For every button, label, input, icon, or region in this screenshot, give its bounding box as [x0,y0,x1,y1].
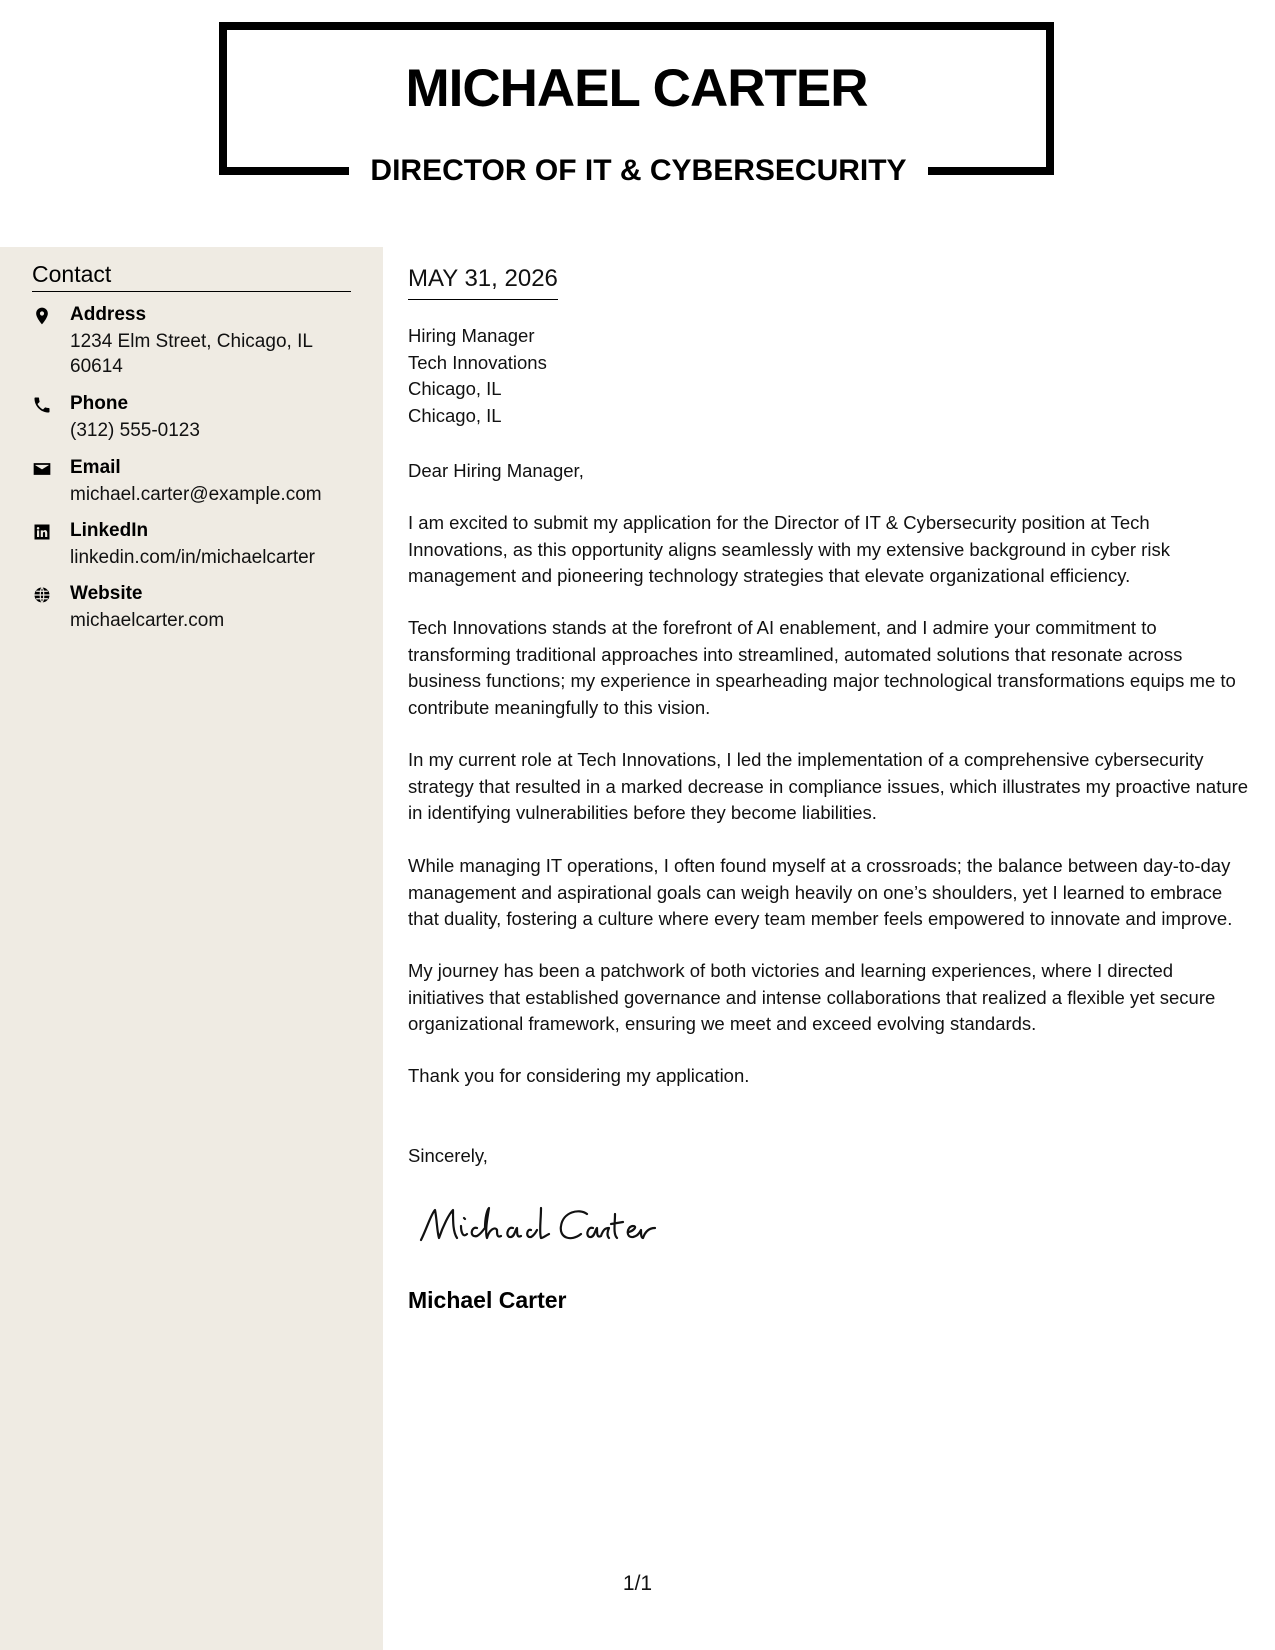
header-frame-bottom-left [219,167,349,175]
contact-value[interactable]: linkedin.com/in/michaelcarter [70,547,315,568]
job-title: DIRECTOR OF IT & CYBERSECURITY [370,154,907,187]
body-paragraph: I am excited to submit my application for the Director of IT & Cybersecurity position at Tech Innovations, as this opportunity aligns seamlessly with my extensive background in cyber risk management and pioneering technology strategies that elevate organizational efficiency. [408,512,1170,586]
contact-value[interactable]: (312) 555-0123 [70,420,200,441]
page-number: 1/1 [622,1572,653,1595]
contact-value[interactable]: michael.carter@example.com [70,484,322,505]
letter-date: MAY 31, 2026 [408,265,558,300]
contact-heading: Contact [32,261,351,292]
handwritten-signature [415,1200,665,1250]
contact-value[interactable]: michaelcarter.com [70,610,225,631]
body-paragraph: Thank you for considering my application. [408,1065,750,1086]
recipient-line: Hiring Manager [408,325,535,346]
contact-label: LinkedIn [70,520,149,541]
phone-icon [32,395,56,419]
envelope-icon [32,459,56,483]
body-paragraph: In my current role at Tech Innovations, I led the implementation of a comprehensive cybersecurity strategy that resulted in a marked decrease in compliance issues, which illustrates my proactive nature in identifying vulnerabilities before they become liabilities. [408,749,1249,823]
body-paragraph: My journey has been a patchwork of both victories and learning experiences, where I directed initiatives that established governance and intense collaborations that realized a flexible yet secure organizational framework, ensuring we meet and exceed evolving standards. [408,960,1216,1034]
contact-sidebar [0,247,383,1650]
header-frame-bottom-right [928,167,1054,175]
recipient-line: Chicago, IL [408,378,502,399]
contact-value: 1234 Elm Street, Chicago, IL 60614 [70,331,313,377]
contact-label: Email [70,457,121,478]
linkedin-icon [32,522,56,546]
recipient-block [408,323,547,429]
recipient-line: Tech Innovations [408,351,547,373]
globe-icon [32,585,56,609]
body-paragraph: While managing IT operations, I often found myself at a crossroads; the balance between day-to-day management and aspirational goals can weigh heavily on one’s shoulders, yet I learned to embrace that duality, fostering a culture where every team member feels empowered to innovate and improve. [408,855,1233,929]
body-paragraph: Tech Innovations stands at the forefront of AI enablement, and I admire your commitment to transforming traditional approaches into streamlined, automated solutions that resonate across business functions; my experience in spearheading major technological transformations equips me to contribute meaningfully to this vision. [408,617,1236,718]
recipient-line: Chicago, IL [408,404,502,426]
map-pin-icon [32,306,56,330]
salutation: Dear Hiring Manager, [408,460,584,481]
signer-name: Michael Carter [408,1287,567,1313]
contact-label: Website [70,583,143,604]
applicant-name: MICHAEL CARTER [405,59,868,118]
contact-label: Address [70,304,147,325]
contact-label: Phone [70,393,129,414]
closing: Sincerely, [408,1145,488,1166]
